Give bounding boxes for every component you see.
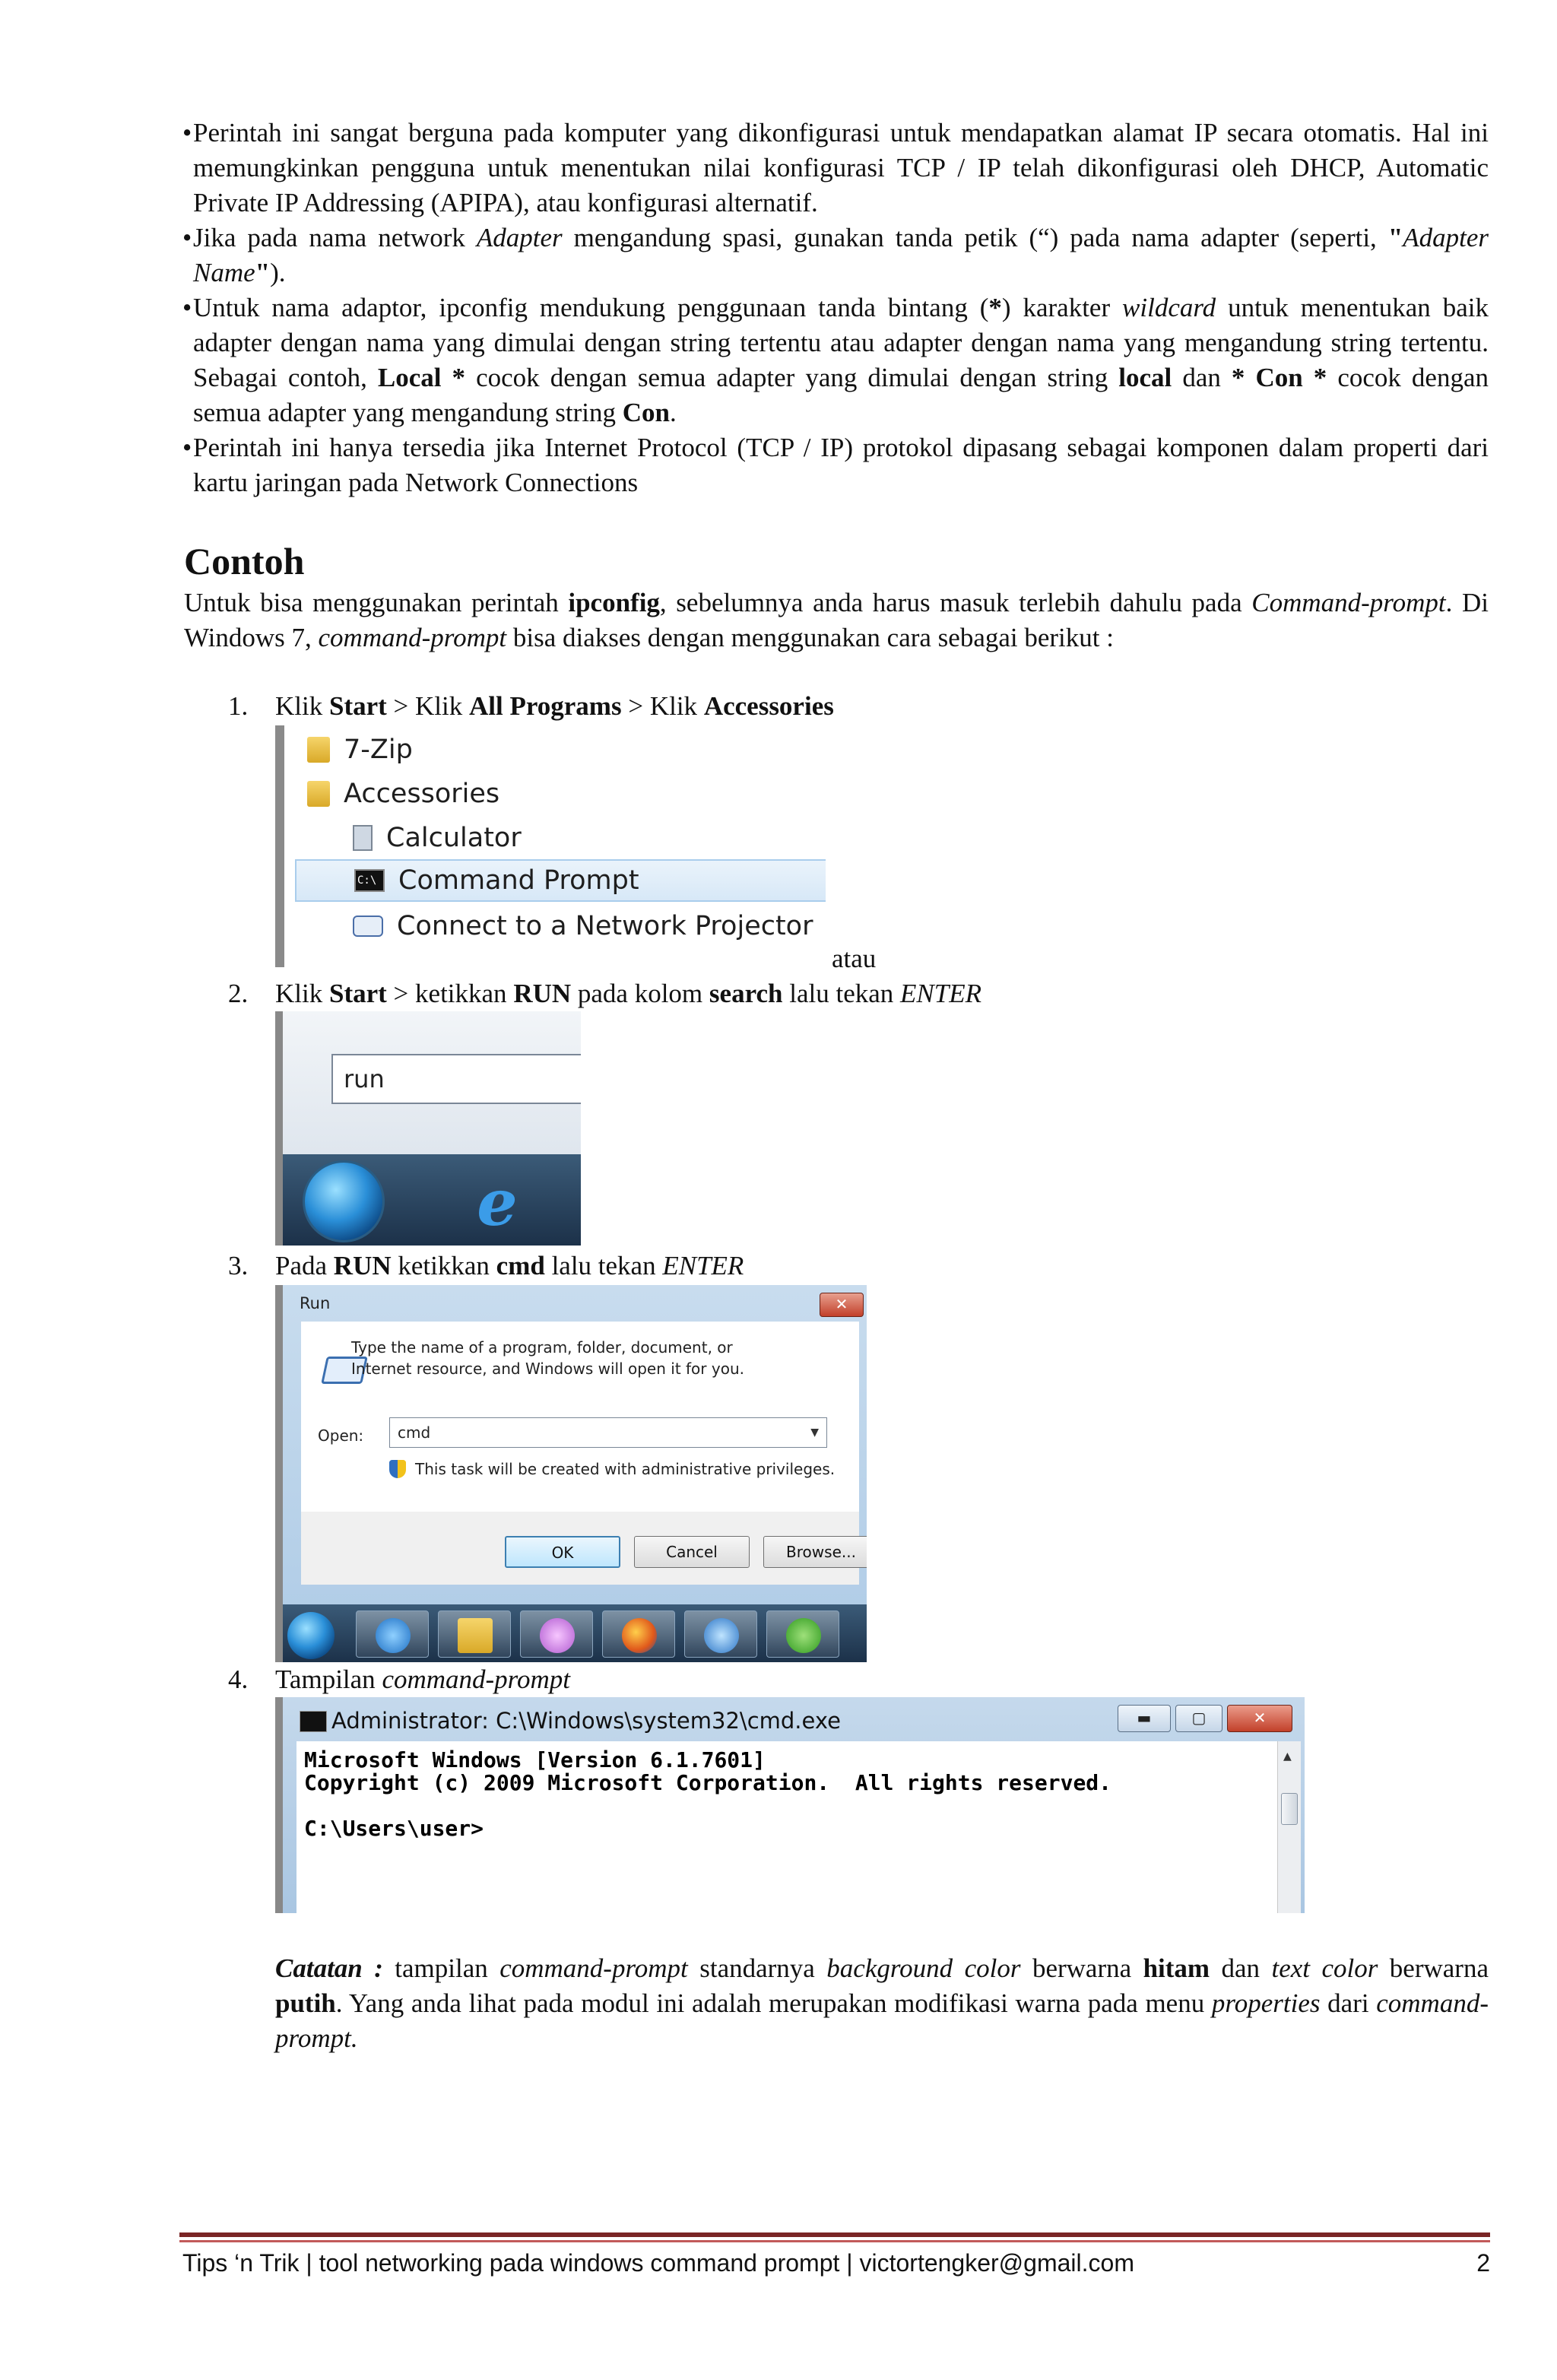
text-run: ) karakter	[1001, 293, 1123, 322]
text-run: search	[709, 979, 783, 1008]
close-button[interactable]: ✕	[1227, 1705, 1292, 1732]
atau-label: atau	[832, 944, 877, 973]
text-run: Perintah ini sangat berguna pada komputer yang dikonfigurasi untuk mendapatkan alamat IP secara otomatis. Hal ini memungkinkan pengguna untuk menentukan nilai konfigurasi TCP / IP telah dikonfigurasi oleh DHCP, Automatic Private IP Addressing (APIPA), atau konfigurasi alternatif.	[193, 118, 1489, 217]
admin-privileges-note: This task will be created with administrative privileges.	[415, 1460, 836, 1478]
text-run: Adapter Name	[193, 223, 1489, 287]
footer-text: Tips ‘n Trik | tool networking pada windows command prompt | victortengker@gmail.com	[182, 2249, 1134, 2277]
page-footer	[182, 2248, 1490, 2278]
text-run: , sebelumnya anda harus masuk terlebih dahulu pada	[659, 588, 1252, 617]
text-run: All Programs	[469, 691, 622, 721]
text-run: hitam	[1143, 1953, 1210, 1983]
menu-item-calculator[interactable]: Calculator	[353, 817, 522, 859]
text-run: ketikkan	[391, 1251, 496, 1280]
menu-item-accessories[interactable]: Accessories	[307, 773, 499, 815]
bullet-item: • Perintah ini sangat berguna pada komputer yang dikonfigurasi untuk mendapatkan alamat IP secara otomatis. Hal ini memungkinkan pengguna untuk menentukan nilai konfigurasi TCP / IP telah dikonfigurasi oleh DHCP, Automatic Private IP Addressing (APIPA), atau konfigurasi alternatif.	[182, 118, 1489, 217]
bullet-list	[182, 116, 1489, 500]
start-orb-icon[interactable]	[287, 1612, 335, 1659]
shield-icon	[389, 1460, 406, 1478]
text-run: ipconfig	[568, 588, 660, 617]
text-run: .	[669, 398, 677, 427]
text-run: command-prompt	[499, 1953, 688, 1983]
projector-icon	[353, 916, 383, 937]
text-run: Con	[622, 398, 670, 427]
text-run: . Yang anda lihat pada modul ini adalah merupakan modifikasi warna pada menu	[335, 1988, 1212, 2018]
page-number: 2	[1476, 2249, 1490, 2277]
chevron-up-icon[interactable]: ▲	[1283, 1750, 1292, 1763]
text-run: standarnya	[687, 1953, 827, 1983]
text-run: Perintah ini hanya tersedia jika Internet Protocol (TCP / IP) protokol dipasang sebagai komponen dalam properti dari kartu jaringan pada Network Connections	[193, 433, 1489, 497]
text-run: Start	[328, 691, 387, 721]
text-run: > Klik	[621, 691, 704, 721]
scrollbar-thumb[interactable]	[1281, 1793, 1298, 1825]
text-run: Untuk bisa menggunakan perintah	[184, 588, 569, 617]
menu-item-7zip[interactable]: 7-Zip	[307, 728, 413, 771]
text-run: putih	[275, 1988, 336, 2018]
folder-icon	[307, 781, 330, 807]
text-run: lalu tekan	[544, 1251, 663, 1280]
text-run: Start	[328, 979, 387, 1008]
text-run: dan	[1172, 363, 1232, 392]
text-run: berwarna	[1020, 1953, 1143, 1983]
text-run: tampilan	[382, 1953, 500, 1983]
start-menu-screenshot	[275, 725, 826, 967]
search-input[interactable]: run	[331, 1054, 581, 1104]
bullet-item: • Perintah ini hanya tersedia jika Internet Protocol (TCP / IP) protokol dipasang sebagai komponen dalam properti dari kartu jaringan pada Network Connections	[182, 433, 1489, 497]
text-run: lalu tekan	[782, 979, 901, 1008]
minimize-button[interactable]: ▬	[1118, 1705, 1171, 1732]
messenger-icon	[540, 1618, 575, 1653]
text-run: cocok dengan semua adapter yang dimulai dengan string	[465, 363, 1119, 392]
text-run: properties	[1211, 1988, 1321, 2018]
text-run: Accessories	[703, 691, 834, 721]
close-button[interactable]: ✕	[820, 1293, 864, 1317]
scrollbar[interactable]	[1277, 1741, 1301, 1913]
text-run: Command-prompt	[1251, 588, 1446, 617]
footer-rule	[179, 2232, 1490, 2237]
text-run: command-prompt	[382, 1664, 571, 1694]
text-run: dari	[1320, 1988, 1377, 2018]
search-screenshot	[275, 1011, 581, 1246]
browse-button[interactable]: Browse...	[763, 1536, 867, 1568]
folder-icon	[307, 737, 330, 763]
section-heading: Contoh	[184, 540, 305, 582]
cmd-console[interactable]	[296, 1741, 1277, 1913]
step-4: 4. Tampilan command-prompt	[228, 1664, 571, 1694]
chevron-down-icon[interactable]: ▼	[810, 1426, 819, 1439]
cancel-button[interactable]: Cancel	[634, 1536, 750, 1568]
bullet-item: • Untuk nama adaptor, ipconfig mendukung penggunaan tanda bintang (*) karakter wildcard untuk menentukan baik adapter dengan nama yang dimulai dengan string tertentu atau adapter dengan nama yang mengandung string tertentu. Sebagai contoh, Local * cocok dengan semua adapter yang dimulai dengan string local dan * Con * cocok dengan semua adapter yang mengandung string Con.	[182, 293, 1489, 427]
text-run: untuk menentukan baik adapter dengan nama yang dimulai dengan string tertentu atau adapter dengan nama yang mengandung string tertentu. Sebagai contoh,	[193, 293, 1489, 392]
cmd-window-screenshot	[275, 1697, 1305, 1913]
text-run: text color	[1271, 1953, 1378, 1983]
utorrent-icon	[786, 1618, 821, 1653]
text-run: . Di Windows 7,	[184, 588, 1489, 652]
firefox-icon	[622, 1618, 657, 1653]
run-dialog-screenshot	[275, 1285, 867, 1662]
maximize-button[interactable]: ▢	[1175, 1705, 1222, 1732]
ok-button[interactable]: OK	[505, 1536, 620, 1568]
internet-explorer-icon[interactable]: e	[477, 1165, 518, 1240]
step-2: 2. Klik Start > ketikkan RUN pada kolom search lalu tekan ENTER	[228, 979, 981, 1008]
text-run: Klik	[275, 979, 329, 1008]
text-run: local	[1118, 363, 1172, 392]
text-run: Pada	[275, 1251, 334, 1280]
text-run: background color	[826, 1953, 1021, 1983]
intro-paragraph	[184, 585, 1489, 655]
text-run: mengandung spasi, gunakan tanda petik (“) pada nama adapter (seperti,	[562, 223, 1388, 252]
text-run: "	[1387, 223, 1403, 252]
text-run: Klik	[275, 691, 329, 721]
bullet-item: • Jika pada nama network Adapter mengandung spasi, gunakan tanda petik (“) pada nama adapter (seperti, "Adapter Name").	[182, 223, 1489, 287]
open-label: Open:	[318, 1426, 364, 1445]
text-run: ).	[270, 258, 286, 287]
text-run: command-prompt.	[275, 1988, 1489, 2053]
text-run: RUN	[333, 1251, 392, 1280]
calculator-icon	[353, 825, 373, 851]
folder-icon	[458, 1618, 493, 1653]
text-run: > Klik	[386, 691, 470, 721]
note-paragraph	[275, 1951, 1489, 2056]
text-run: > ketikkan	[386, 979, 514, 1008]
text-run: "	[255, 258, 271, 287]
footer-rule-thin	[179, 2240, 1490, 2242]
open-input[interactable]: cmd ▼	[389, 1417, 827, 1448]
text-run: *	[988, 293, 1002, 322]
command-prompt-icon: C:\	[354, 869, 385, 892]
text-run: Tampilan	[275, 1664, 382, 1694]
text-run: * Con *	[1231, 363, 1327, 392]
text-run: ENTER	[662, 1251, 744, 1280]
text-run: pada kolom	[571, 979, 709, 1008]
menu-item-command-prompt[interactable]: C:\ Command Prompt	[295, 859, 826, 902]
app-icon	[704, 1618, 739, 1653]
step-3: 3. Pada RUN ketikkan cmd lalu tekan ENTER	[228, 1251, 744, 1280]
command-prompt-icon	[300, 1711, 327, 1732]
menu-item-network-projector[interactable]: Connect to a Network Projector	[353, 905, 813, 947]
text-run: cmd	[496, 1251, 545, 1280]
text-run: Adapter	[476, 223, 563, 252]
run-dialog-title: Run	[300, 1294, 331, 1312]
text-run: dan	[1210, 1953, 1272, 1983]
cmd-output: Microsoft Windows [Version 6.1.7601] Copyright (c) 2009 Microsoft Corporation. All rights reserved. C:\Users\user>	[304, 1747, 1112, 1841]
internet-explorer-icon	[376, 1618, 411, 1653]
text-run: Jika pada nama network	[193, 223, 477, 252]
text-run: ENTER	[900, 979, 981, 1008]
run-dialog-message: Type the name of a program, folder, document, or Internet resource, and Windows will open it for you.	[351, 1338, 744, 1378]
text-run: Untuk nama adaptor, ipconfig mendukung penggunaan tanda bintang (	[193, 293, 989, 322]
text-run: RUN	[513, 979, 572, 1008]
cmd-window-title: Administrator: C:\Windows\system32\cmd.exe	[331, 1708, 841, 1734]
start-orb-icon[interactable]	[303, 1160, 385, 1242]
text-run: Catatan :	[275, 1953, 383, 1983]
text-run: command-prompt	[318, 623, 507, 652]
step-1: 1. Klik Start > Klik All Programs > Klik Accessories	[228, 691, 834, 721]
text-run: Local *	[377, 363, 466, 392]
text-run: berwarna	[1378, 1953, 1489, 1983]
text-run: bisa diakses dengan menggunakan cara sebagai berikut :	[506, 623, 1114, 652]
text-run: wildcard	[1122, 293, 1216, 322]
text-run: cocok dengan semua adapter yang mengandung string	[193, 363, 1489, 427]
